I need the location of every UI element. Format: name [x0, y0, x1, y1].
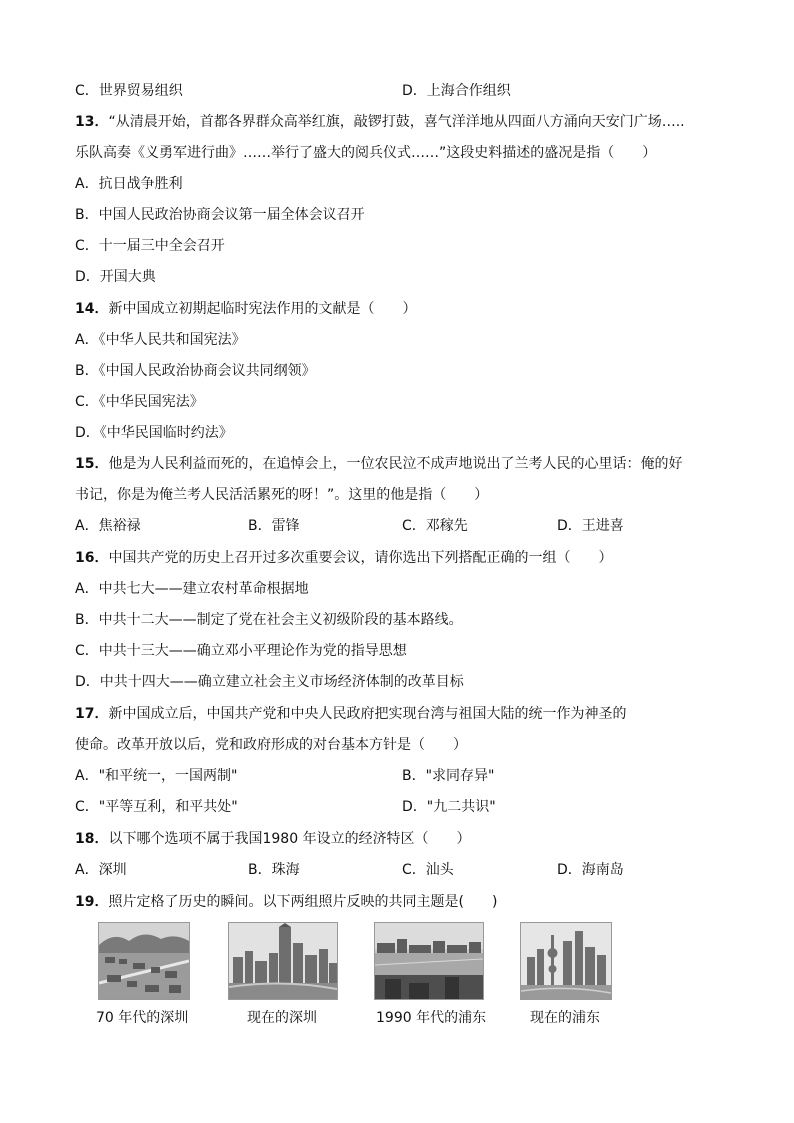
question-text: 以下哪个选项不属于我国1980 年设立的经济特区（ ）: [108, 831, 471, 847]
question-number: 13．: [75, 114, 109, 130]
question-number: 17．: [75, 706, 109, 722]
photo-shenzhen-now-image: [229, 923, 337, 999]
question-text: 新中国成立初期起临时宪法作用的文献是（ ）: [108, 301, 417, 317]
question-13-option-a: A．抗日战争胜利: [75, 176, 183, 192]
photo-shenzhen-now: [228, 922, 338, 1000]
option-c: C．世界贸易组织: [75, 83, 183, 99]
question-16-option-d: D．中共十四大——确立建立社会主义市场经济体制的改革目标: [75, 674, 464, 690]
question-13-option-c: C．十一届三中全会召开: [75, 238, 225, 254]
photo-caption-pudong-now: 现在的浦东: [530, 1010, 600, 1026]
question-17-option-c: C．"平等互利，和平共处": [75, 799, 238, 815]
question-14-option-c: C．《中华民国宪法》: [75, 394, 204, 410]
photo-caption-shenzhen-now: 现在的深圳: [247, 1010, 317, 1026]
photo-pudong-now: [520, 922, 612, 1000]
question-17-option-b: B．"求同存异": [402, 768, 495, 784]
question-14-option-b: B．《中国人民政治协商会议共同纲领》: [75, 363, 316, 379]
question-17-option-d: D．"九二共识": [402, 799, 496, 815]
question-18-option-b: B．珠海: [248, 862, 300, 878]
question-16-stem: [75, 548, 612, 568]
question-17-stem-cont: 使命。改革开放以后，党和政府形成的对台基本方针是（ ）: [75, 737, 467, 753]
question-14-option-d: D．《中华民国临时约法》: [75, 425, 233, 441]
question-15-option-b: B．雷锋: [248, 518, 300, 534]
question-number: 16．: [75, 550, 109, 566]
question-number: 15．: [75, 456, 109, 472]
question-text: 他是为人民利益而死的，在追悼会上，一位农民泣不成声地说出了兰考人民的心里话：俺的好: [108, 456, 683, 472]
question-15-option-c: C．邓稼先: [402, 518, 468, 534]
option-d: D．上海合作组织: [402, 83, 511, 99]
question-16-option-a: A．中共七大——建立农村革命根据地: [75, 581, 309, 597]
question-16-option-b: B．中共十二大——制定了党在社会主义初级阶段的基本路线。: [75, 612, 463, 628]
photo-pudong-1990s-image: [375, 923, 483, 999]
question-text: “从清晨开始，首都各界群众高举红旗，敲锣打鼓，喜气洋洋地从四面八方涌向天安门广场…..: [108, 114, 685, 130]
question-15-stem: [75, 454, 682, 474]
question-18-option-a: A．深圳: [75, 862, 127, 878]
photo-shenzhen-1970s-image: [99, 923, 189, 999]
question-13-option-d: D．开国大典: [75, 269, 156, 285]
question-text: 照片定格了历史的瞬间。以下两组照片反映的共同主题是( ): [108, 894, 498, 910]
question-18-option-d: D．海南岛: [557, 862, 624, 878]
question-17-stem: [75, 704, 626, 724]
question-number: 14．: [75, 301, 109, 317]
question-19-stem: [75, 892, 497, 912]
photo-caption-shenzhen-1970s: 70 年代的深圳: [96, 1010, 189, 1026]
question-number: 19．: [75, 894, 109, 910]
photo-pudong-1990s: [374, 922, 484, 1000]
question-18-stem: [75, 829, 471, 849]
question-text: 新中国成立后，中国共产党和中央人民政府把实现台湾与祖国大陆的统一作为神圣的: [108, 706, 627, 722]
question-14-option-a: A．《中华人民共和国宪法》: [75, 332, 246, 348]
question-17-option-a: A．"和平统一，一国两制": [75, 768, 238, 784]
photo-shenzhen-1970s: [98, 922, 190, 1000]
question-13-stem-cont: 乐队高奏《义勇军进行曲》……举行了盛大的阅兵仪式……”这段史料描述的盛况是指（ ）: [75, 145, 657, 161]
question-text: 中国共产党的历史上召开过多次重要会议，请你选出下列搭配正确的一组（ ）: [108, 550, 613, 566]
question-15-option-d: D．王进喜: [557, 518, 624, 534]
question-15-option-a: A．焦裕禄: [75, 518, 141, 534]
question-number: 18．: [75, 831, 109, 847]
question-14-stem: [75, 299, 416, 319]
question-13-stem: [75, 112, 685, 132]
question-18-option-c: C．汕头: [402, 862, 454, 878]
photo-pudong-now-image: [521, 923, 611, 999]
question-15-stem-cont: 书记，你是为俺兰考人民活活累死的呀！”。这里的他是指（ ）: [75, 487, 489, 503]
photo-caption-pudong-1990s: 1990 年代的浦东: [376, 1010, 487, 1026]
question-16-option-c: C．中共十三大——确立邓小平理论作为党的指导思想: [75, 643, 407, 659]
question-13-option-b: B．中国人民政治协商会议第一届全体会议召开: [75, 207, 365, 223]
